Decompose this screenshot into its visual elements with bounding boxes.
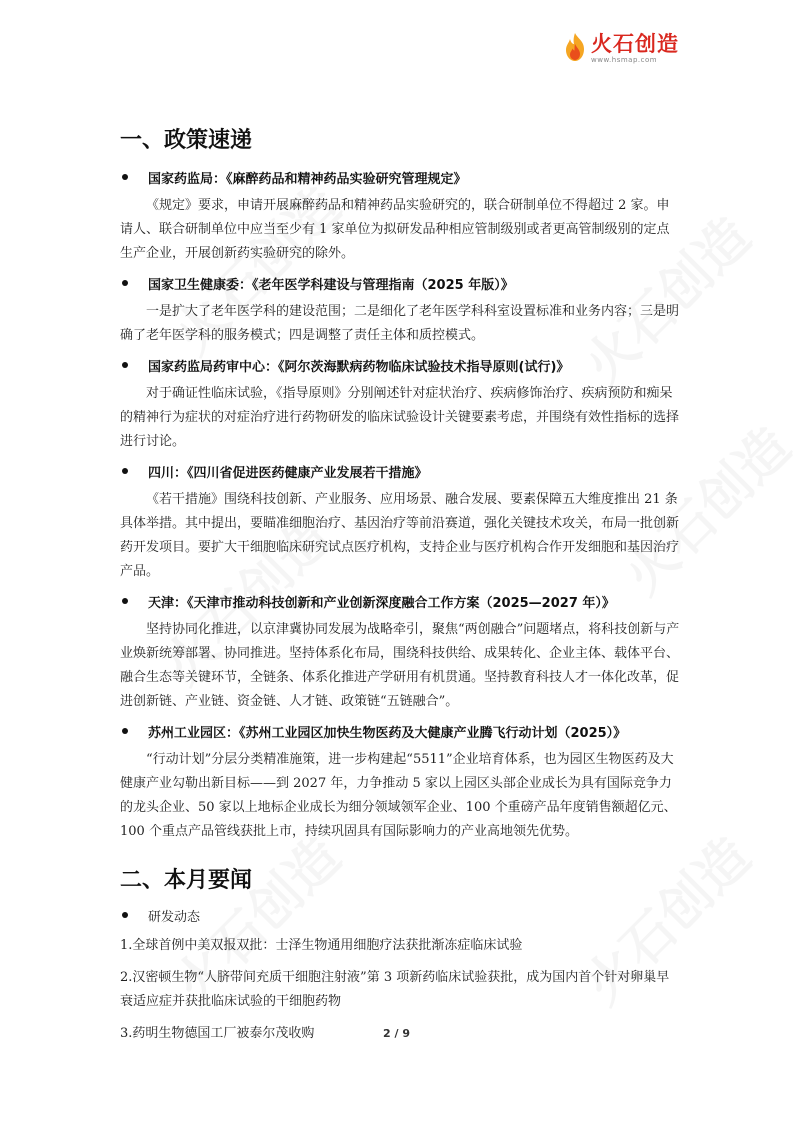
news-category: 研发动态 — [120, 904, 680, 926]
bullet-dot — [122, 728, 128, 734]
document-body — [120, 120, 680, 1046]
policy-heading: 四川：《四川省促进医药健康产业发展若干措施》 — [120, 460, 680, 482]
policy-body: 对于确证性临床试验，《指导原则》分别阐述针对症状治疗、疾病修饰治疗、疾病预防和痴呆的精神行为症状的对症治疗进行药物研发的临床试验设计关键要素考虑，并围绕有效性指标的选择进行讨论。 — [120, 386, 680, 449]
policy-body: 一是扩大了老年医学科的建设范围；二是细化了老年医学科科室设置标准和业务内容；三是明确了老年医学科的服务模式；四是调整了责任主体和质控模式。 — [120, 304, 680, 343]
policy-body: 《若干措施》围绕科技创新、产业服务、应用场景、融合发展、要素保障五大维度推出 21 条具体举措。其中提出，要瞄准细胞治疗、基因治疗等前沿赛道，强化关键技术攻关，布局一批创新药开发项目。要扩大干细胞临床研究试点医疗机构，支持企业与医疗机构合作开发细胞和基因治疗产品。 — [120, 492, 680, 579]
policy-heading: 国家药监局药审中心：《阿尔茨海默病药物临床试验技术指导原则(试行)》 — [120, 354, 680, 376]
section-title-policy: 一、政策速递 — [120, 128, 253, 153]
policy-heading: 国家药监局：《麻醉药品和精神药品实验研究管理规定》 — [120, 166, 680, 188]
bullet-dot — [122, 468, 128, 474]
bullet-dot — [122, 912, 128, 918]
bullet-dot — [122, 598, 128, 604]
bullet-dot — [122, 280, 128, 286]
bullet-dot — [122, 362, 128, 368]
news-item: 2.汉密顿生物“人脐带间充质干细胞注射液”第 3 项新药临床试验获批，成为国内首个针对卵巢早衰适应症并获批临床试验的干细胞药物 — [120, 970, 670, 1009]
section-title-news: 二、本月要闻 — [120, 868, 253, 893]
page-number: 2 / 9 — [383, 1027, 410, 1040]
flame-icon — [562, 32, 588, 62]
logo-url: www.hsmap.com — [591, 56, 658, 64]
policy-heading: 天津：《天津市推动科技创新和产业创新深度融合工作方案（2025—2027 年）》 — [120, 590, 680, 612]
news-item: 3.药明生物德国工厂被泰尔茂收购 — [120, 1026, 315, 1041]
news-item: 1.全球首例中美双报双批：士泽生物通用细胞疗法获批渐冻症临床试验 — [120, 938, 523, 953]
brand-logo — [562, 32, 679, 64]
policy-heading: 国家卫生健康委：《老年医学科建设与管理指南（2025 年版）》 — [120, 272, 680, 294]
logo-text: 火石创造 — [591, 32, 679, 56]
policy-body: 坚持协同化推进，以京津冀协同发展为战略牵引，聚焦“两创融合”问题堵点，将科技创新与产业焕新统筹部署、协同推进。坚持体系化布局，围绕科技供给、成果转化、企业主体、载体平台、融合生态等关键环节，全链条、体系化推进产学研用有机贯通。坚持教育科技人才一体化改革，促进创新链、产业链、资金链、人才链、政策链“五链融合”。 — [120, 622, 680, 709]
policy-body: 《规定》要求，申请开展麻醉药品和精神药品实验研究的，联合研制单位不得超过 2 家。申请人、联合研制单位中应当至少有 1 家单位为拟研发品种相应管制级别或者更高管制级别的定点生产企业，开展创新药实验研究的除外。 — [120, 198, 670, 261]
policy-heading: 苏州工业园区：《苏州工业园区加快生物医药及大健康产业腾飞行动计划（2025）》 — [120, 720, 680, 742]
policy-body: “行动计划”分层分类精准施策，进一步构建起“5511”企业培育体系，也为园区生物医药及大健康产业勾勒出新目标——到 2027 年，力争推动 5 家以上园区头部企业成长为具有国际竞争力的龙头企业、50 家以上地标企业成长为细分领域领军企业、100 个重磅产品年度销售额超亿元、100 个重点产品管线获批上市，持续巩固具有国际影响力的产业高地领先优势。 — [120, 752, 677, 839]
bullet-dot — [122, 174, 128, 180]
